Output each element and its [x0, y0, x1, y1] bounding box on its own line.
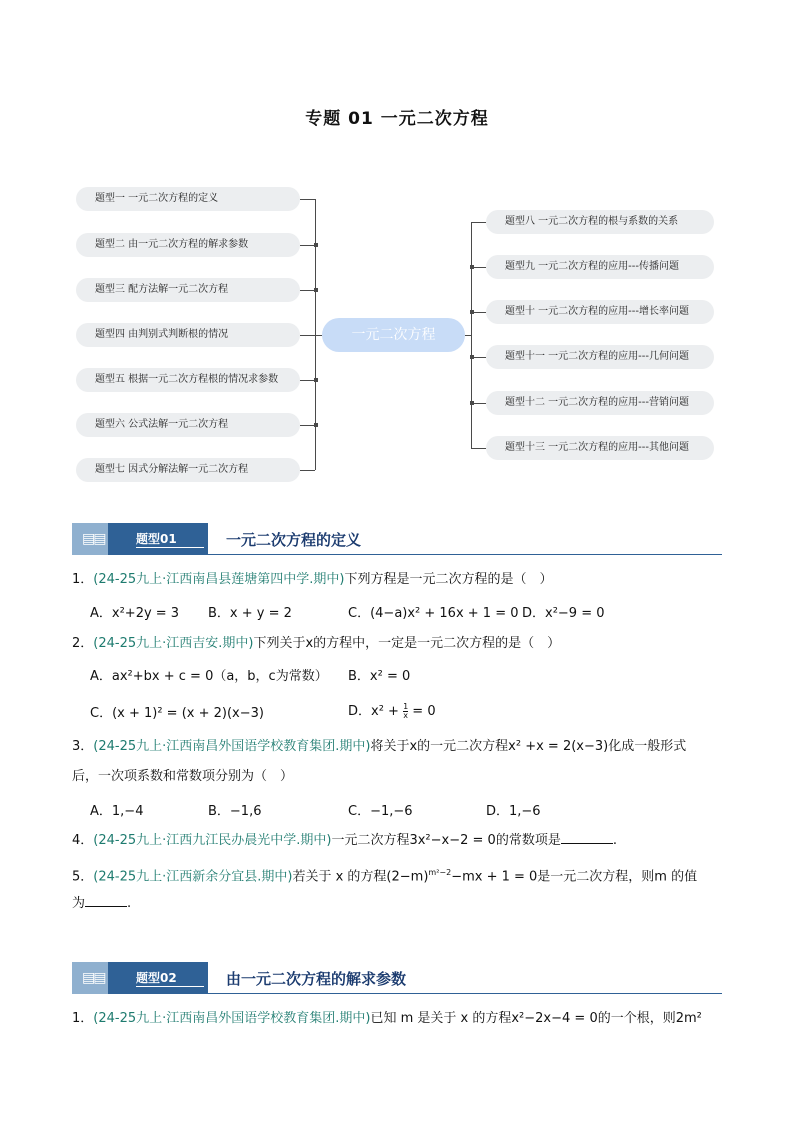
option-d[interactable]: [348, 700, 436, 720]
question-1-5-line2: [72, 894, 131, 913]
question-source: (24-25九上·江西南昌外国语学校教育集团.期中): [93, 1011, 371, 1026]
right-node-10[interactable]: 题型十 一元二次方程的应用---增长率问题: [486, 300, 714, 324]
option-c[interactable]: C．(x + 1)² = (x + 2)(x−3): [90, 706, 264, 721]
right-node-11[interactable]: 题型十一 一元二次方程的应用---几何问题: [486, 345, 714, 369]
answer-blank[interactable]: [561, 831, 613, 844]
option-b[interactable]: B．x + y = 2: [208, 606, 292, 621]
badge-underline: [136, 547, 204, 548]
question-text: 已知 m 是关于 x 的方程x²−2x−4 = 0的一个根，则2m²: [370, 1011, 702, 1026]
question-end: .: [127, 896, 132, 911]
question-source: (24-25九上·江西南昌外国语学校教育集团.期中): [93, 739, 371, 754]
question-text: 将关于x的一元二次方程x² +x = 2(x−3)化成一般形式: [370, 739, 687, 754]
question-number: 3．: [72, 739, 94, 754]
connector-dot: [314, 243, 318, 247]
option-a[interactable]: A．1,−4: [90, 804, 144, 819]
question-text-cont: −mx + 1 = 0是一元二次方程，则m 的值: [451, 869, 698, 885]
mind-map-center[interactable]: 一元二次方程: [322, 318, 465, 352]
fraction-denominator: x: [403, 711, 408, 720]
question-1-2: [72, 635, 560, 653]
connector: [471, 448, 486, 449]
section-title: 由一元二次方程的解求参数: [226, 970, 407, 988]
question-number: 2．: [72, 636, 94, 651]
book-icon: ▤▤: [82, 531, 105, 547]
connector-dot: [470, 355, 474, 359]
left-node-5[interactable]: 题型五 根据一元二次方程根的情况求参数: [76, 368, 300, 392]
question-number: 4．: [72, 833, 94, 848]
question-text: 一元二次方程3x²−x−2 = 0的常数项是: [331, 833, 561, 848]
question-source: (24-25九上·江西南昌县莲塘第四中学.期中): [93, 572, 345, 587]
connector: [471, 222, 486, 223]
section-badge-label: 题型01: [136, 532, 177, 546]
connector-dot: [314, 378, 318, 382]
connector: [300, 290, 315, 291]
section-rule: [208, 993, 722, 994]
left-node-1[interactable]: 题型一 一元二次方程的定义: [76, 187, 300, 211]
option-d[interactable]: D．x²−9 = 0: [522, 606, 605, 621]
question-source: (24-25九上·江西九江民办晨光中学.期中): [93, 833, 332, 848]
question-number: 5．: [72, 869, 94, 885]
option-b[interactable]: B．x² = 0: [348, 669, 411, 684]
connector: [300, 335, 322, 336]
right-trunk-line: [471, 222, 472, 448]
question-1-3: [72, 738, 686, 756]
question-1-3-line2: 后，一次项系数和常数项分别为（ ）: [72, 769, 294, 784]
question-text: 若关于 x 的方程(2−m): [292, 869, 429, 885]
section-rule: [208, 554, 722, 555]
connector: [300, 245, 315, 246]
badge-underline: [136, 986, 204, 987]
connector: [300, 470, 315, 471]
option-c[interactable]: C．(4−a)x² + 16x + 1 = 0: [348, 606, 519, 621]
mind-map: [0, 0, 794, 500]
right-node-9[interactable]: 题型九 一元二次方程的应用---传播问题: [486, 255, 714, 279]
question-source: (24-25九上·江西新余分宜县.期中): [93, 869, 293, 885]
section-header-1: [72, 523, 722, 555]
section-title: 一元二次方程的定义: [226, 531, 362, 549]
question-source: (24-25九上·江西吉安.期中): [93, 636, 254, 651]
question-number: 1．: [72, 1011, 94, 1026]
option-c[interactable]: C．−1,−6: [348, 804, 413, 819]
question-1-1-options: [90, 602, 710, 620]
question-1-4: [72, 831, 617, 850]
option-a[interactable]: A．ax²+bx + c = 0（a，b，c为常数）: [90, 669, 328, 684]
option-d[interactable]: D．1,−6: [486, 804, 541, 819]
question-1-5: [72, 864, 697, 886]
left-node-4[interactable]: 题型四 由判别式判断根的情况: [76, 323, 300, 347]
question-1-2-options-row2: [90, 700, 710, 722]
option-a[interactable]: A．x²+2y = 3: [90, 606, 180, 621]
question-text: 下列方程是一元二次方程的是（ ）: [344, 572, 553, 587]
question-text: 为: [72, 896, 86, 911]
option-b[interactable]: B．−1,6: [208, 804, 262, 819]
connector: [300, 380, 315, 381]
left-node-7[interactable]: 题型七 因式分解法解一元二次方程: [76, 458, 300, 482]
question-1-1: [72, 571, 552, 589]
left-node-6[interactable]: 题型六 公式法解一元二次方程: [76, 413, 300, 437]
right-node-8[interactable]: 题型八 一元二次方程的根与系数的关系: [486, 210, 714, 234]
question-1-3-options: [90, 800, 710, 818]
connector-dot: [470, 401, 474, 405]
connector-dot: [470, 310, 474, 314]
question-end: .: [612, 833, 617, 848]
question-1-2-options-row1: [90, 665, 710, 683]
left-node-3[interactable]: 题型三 配方法解一元二次方程: [76, 278, 300, 302]
section-badge-label: 题型02: [136, 971, 177, 985]
fraction-numerator: 1: [403, 702, 409, 711]
question-text: 下列关于x的方程中，一定是一元二次方程的是（ ）: [253, 636, 561, 651]
left-node-2[interactable]: 题型二 由一元二次方程的解求参数: [76, 233, 300, 257]
connector-dot: [470, 265, 474, 269]
right-node-12[interactable]: 题型十二 一元二次方程的应用---营销问题: [486, 391, 714, 415]
right-node-13[interactable]: 题型十三 一元二次方程的应用---其他问题: [486, 436, 714, 460]
option-d-pre: D．x² +: [348, 704, 404, 719]
connector-dot: [314, 288, 318, 292]
book-icon: ▤▤: [82, 970, 105, 986]
question-number: 1．: [72, 572, 94, 587]
page-title: 专题 01 一元二次方程: [305, 109, 489, 129]
section-header-2: [72, 962, 722, 994]
answer-blank[interactable]: [85, 894, 127, 907]
question-2-1: [72, 1010, 702, 1028]
connector: [300, 199, 315, 200]
connector: [300, 425, 315, 426]
option-d-post: = 0: [408, 704, 436, 719]
exponent: m²−2: [428, 868, 452, 877]
connector-dot: [314, 423, 318, 427]
